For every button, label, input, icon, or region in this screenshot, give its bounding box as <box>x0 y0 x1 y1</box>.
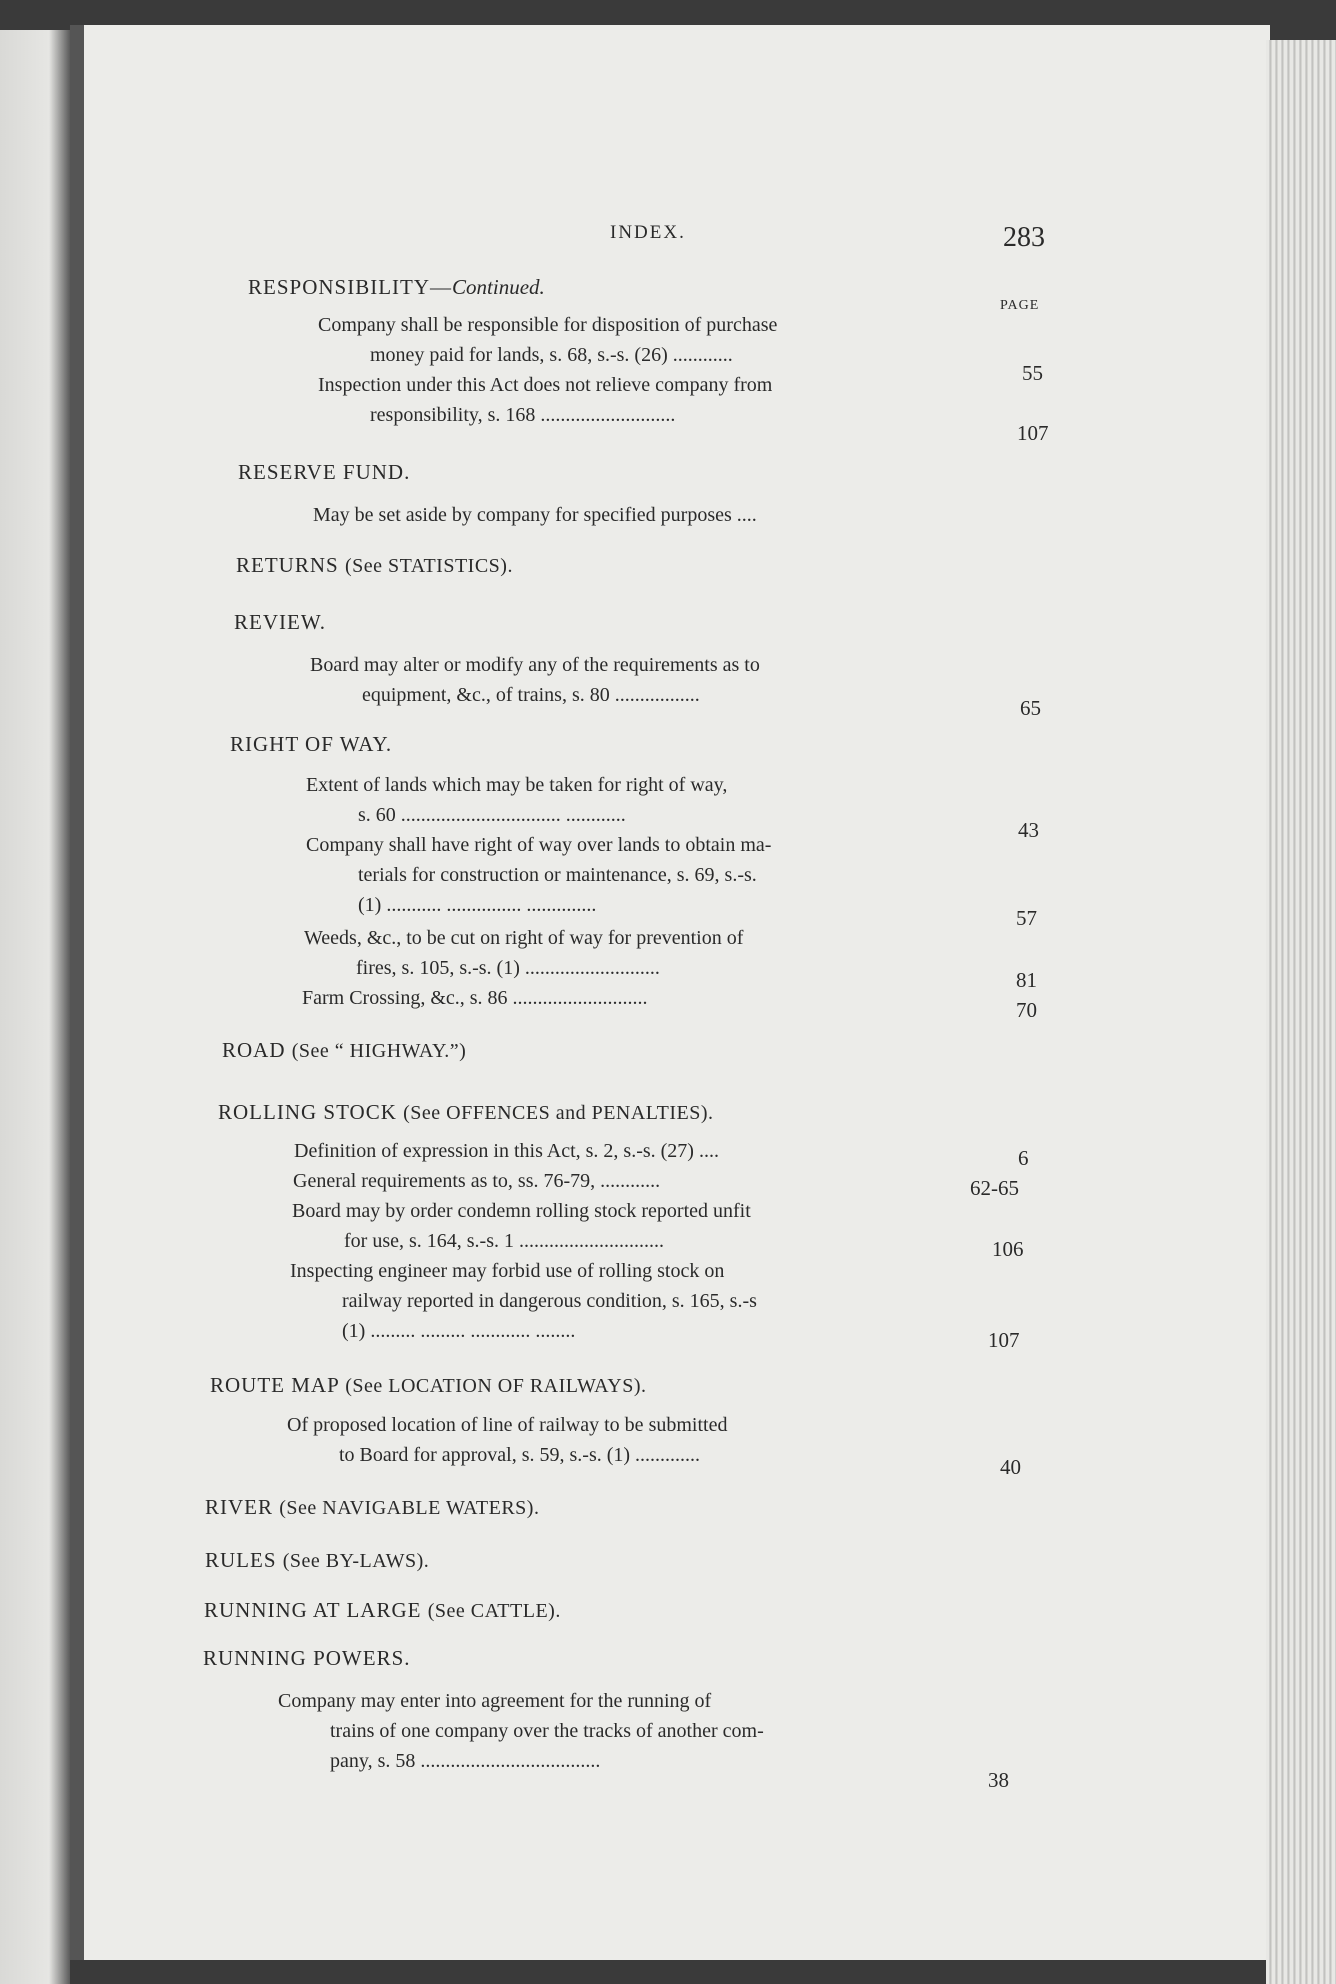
page-ref: 107 <box>1017 421 1049 445</box>
index-entry <box>313 500 757 530</box>
entry-line: Company may enter into agreement for the running of <box>278 1690 712 1712</box>
heading-road <box>222 1038 466 1063</box>
index-entry <box>318 370 772 430</box>
page-ref: 6 <box>1018 1146 1029 1170</box>
page-ref: 57 <box>1016 906 1037 930</box>
heading-text: ROUTE MAP <box>210 1373 339 1397</box>
page-ref: 55 <box>1022 361 1043 385</box>
index-entry <box>294 1136 719 1166</box>
page-block-edge <box>1266 40 1336 1984</box>
entry-line: equipment, &c., of trains, s. 80 ................. <box>362 684 700 706</box>
entry-line: Company shall have right of way over lands to obtain ma- <box>306 834 772 856</box>
page-column-label: PAGE <box>1000 298 1040 313</box>
entry-line: Inspecting engineer may forbid use of rolling stock on <box>290 1260 725 1282</box>
index-entry <box>278 1686 764 1776</box>
entry-line: (1) ........... ............... .............. <box>358 894 597 916</box>
entry-line: Farm Crossing, &c., s. 86 ........................... <box>302 987 648 1009</box>
entry-line: Board may alter or modify any of the requirements as to <box>310 654 760 676</box>
running-head: INDEX. <box>610 222 686 243</box>
page-ref: 70 <box>1016 998 1037 1022</box>
heading-running-at-large <box>204 1598 561 1623</box>
entry-line: for use, s. 164, s.-s. 1 ............................. <box>344 1230 664 1252</box>
page-ref: 40 <box>1000 1455 1021 1479</box>
entry-line: (1) ......... ......... ............ ........ <box>342 1320 576 1342</box>
heading-responsibility <box>248 275 545 300</box>
index-entry <box>302 983 648 1013</box>
index-entry <box>306 770 727 830</box>
heading-river <box>205 1495 539 1520</box>
cross-reference: (See CATTLE). <box>427 1600 561 1622</box>
heading-text: RESPONSIBILITY— <box>248 275 453 299</box>
entry-line: to Board for approval, s. 59, s.-s. (1) ............. <box>339 1444 701 1466</box>
entry-line: fires, s. 105, s.-s. (1) ........................... <box>356 957 660 979</box>
page-ref: 106 <box>992 1237 1024 1261</box>
index-entry <box>292 1196 751 1256</box>
entry-line: Board may by order condemn rolling stock reported unfit <box>292 1200 751 1222</box>
continued-label: Continued. <box>452 275 545 299</box>
entry-line: Extent of lands which may be taken for right of way, <box>306 774 728 796</box>
index-entry <box>306 830 771 920</box>
facing-page-edge <box>0 30 70 1984</box>
page-ref: 107 <box>988 1328 1020 1352</box>
cross-reference: (See BY-LAWS). <box>282 1550 430 1572</box>
heading-rolling-stock <box>218 1100 714 1125</box>
entry-line: trains of one company over the tracks of another com- <box>330 1720 764 1742</box>
entry-line: Inspection under this Act does not relieve company from <box>318 374 773 396</box>
page-number: 283 <box>1003 222 1045 253</box>
entry-line: money paid for lands, s. 68, s.-s. (26) ............ <box>370 344 733 366</box>
entry-line: May be set aside by company for specified purposes .... <box>313 504 757 526</box>
entry-line: s. 60 ................................ ............ <box>358 804 626 826</box>
cross-reference: (See LOCATION OF RAILWAYS). <box>345 1375 647 1397</box>
page-ref: 65 <box>1020 696 1041 720</box>
entry-line: pany, s. 58 .................................... <box>330 1750 601 1772</box>
index-entry <box>304 923 743 983</box>
heading-text: RUNNING AT LARGE <box>204 1598 422 1622</box>
entry-line: terials for construction or maintenance, s. 69, s.-s. <box>358 864 757 886</box>
index-entry <box>290 1256 757 1346</box>
index-entry <box>293 1166 660 1196</box>
entry-line: Definition of expression in this Act, s. 2, s.-s. (27) .... <box>294 1140 719 1162</box>
entry-line: General requirements as to, ss. 76-79, ............ <box>293 1170 661 1192</box>
entry-line: railway reported in dangerous condition, s. 165, s.-s <box>342 1290 757 1312</box>
heading-text: ROAD <box>222 1038 286 1062</box>
heading-text: RETURNS <box>236 553 339 577</box>
page-ref: 43 <box>1018 818 1039 842</box>
heading-running-powers: RUNNING POWERS. <box>203 1646 411 1670</box>
heading-returns <box>236 553 513 578</box>
cross-reference: (See “ HIGHWAY.”) <box>291 1040 467 1062</box>
heading-reserve-fund: RESERVE FUND. <box>238 460 411 484</box>
heading-text: RULES <box>205 1548 277 1572</box>
cross-reference: (See OFFENCES and PENALTIES). <box>403 1102 714 1124</box>
page-ref: 81 <box>1016 968 1037 992</box>
cross-reference: (See STATISTICS). <box>344 555 513 577</box>
heading-text: ROLLING STOCK <box>218 1100 397 1124</box>
heading-rules <box>205 1548 429 1573</box>
index-entry <box>287 1410 727 1470</box>
entry-line: Weeds, &c., to be cut on right of way for prevention of <box>304 927 744 949</box>
page-ref: 62-65 <box>970 1176 1019 1200</box>
cross-reference: (See NAVIGABLE WATERS). <box>279 1497 540 1519</box>
page-ref: 38 <box>988 1768 1009 1792</box>
entry-line: responsibility, s. 168 ........................... <box>370 404 676 426</box>
index-entry <box>318 310 777 370</box>
heading-route-map <box>210 1373 647 1398</box>
entry-line: Company shall be responsible for disposition of purchase <box>318 314 778 336</box>
heading-review: REVIEW. <box>234 610 326 634</box>
index-entry <box>310 650 760 710</box>
heading-right-of-way: RIGHT OF WAY. <box>230 732 393 756</box>
heading-text: RIVER <box>205 1495 273 1519</box>
entry-line: Of proposed location of line of railway to be submitted <box>287 1414 728 1436</box>
